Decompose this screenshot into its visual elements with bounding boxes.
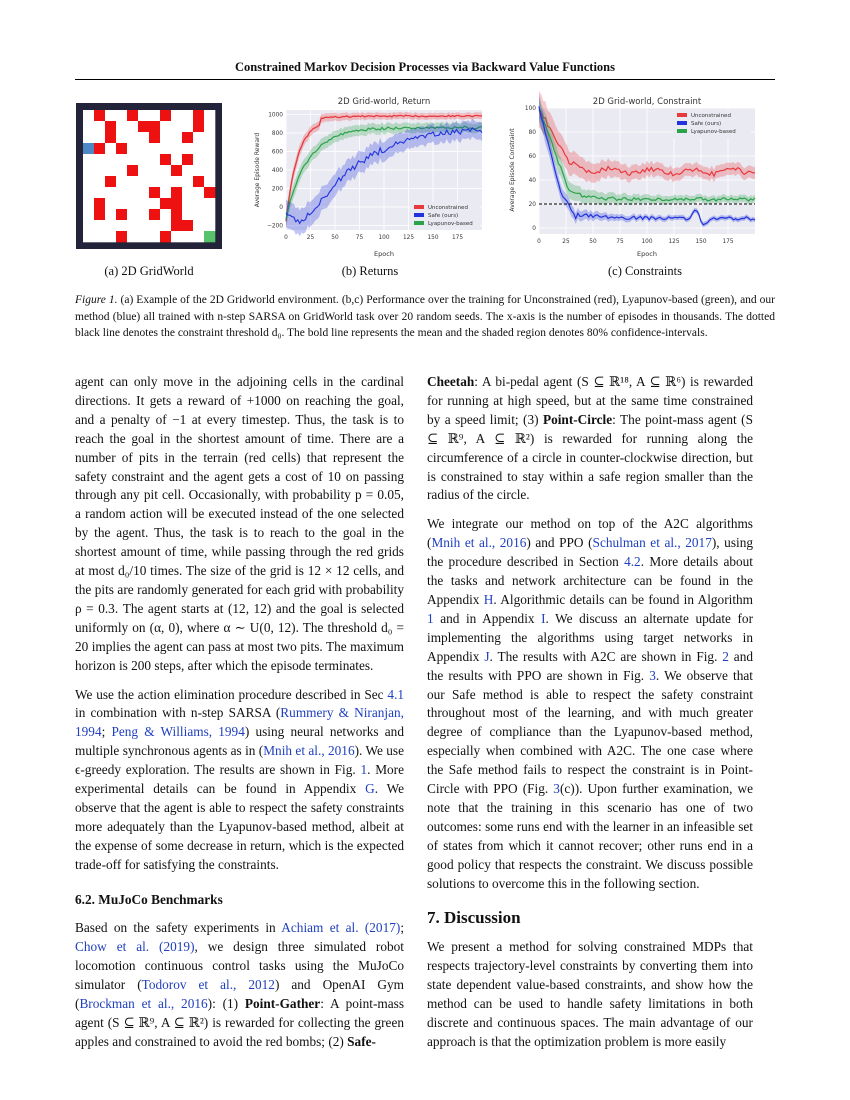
term-point-gather: Point-Gather bbox=[244, 996, 321, 1012]
legend-label-unconstrained: Unconstrained bbox=[428, 205, 468, 211]
grid-cell bbox=[138, 209, 149, 220]
y-tick-label: 60 bbox=[528, 154, 536, 160]
figure-caption bbox=[75, 292, 775, 342]
citation-mnih[interactable]: Mnih et al., 2016 bbox=[263, 743, 355, 759]
grid-cell bbox=[105, 220, 116, 231]
pit-cell bbox=[116, 209, 127, 220]
x-tick-label: 0 bbox=[284, 235, 288, 241]
pit-cell bbox=[138, 121, 149, 132]
link-section-4-2[interactable]: 4.2 bbox=[624, 554, 641, 570]
term-point-circle: Point-Circle bbox=[542, 411, 613, 427]
y-tick-labels bbox=[267, 113, 283, 230]
grid-cell bbox=[105, 209, 116, 220]
grid-cell bbox=[160, 165, 171, 176]
grid-cell bbox=[204, 198, 215, 209]
grid-cell bbox=[116, 198, 127, 209]
pit-cell bbox=[171, 209, 182, 220]
grid-cell bbox=[149, 231, 160, 242]
legend-label-safe: Safe (ours) bbox=[691, 121, 722, 127]
header-rule bbox=[75, 79, 775, 80]
legend bbox=[673, 110, 751, 138]
grid-cell bbox=[149, 143, 160, 154]
grid-cell bbox=[182, 143, 193, 154]
link-figure-3[interactable]: 3 bbox=[649, 667, 656, 683]
grid-cell bbox=[193, 209, 204, 220]
y-tick-label: 800 bbox=[271, 131, 283, 138]
grid-cell bbox=[105, 231, 116, 242]
grid-cell bbox=[204, 220, 215, 231]
left-column bbox=[75, 373, 404, 1062]
grid-cell bbox=[83, 110, 94, 121]
y-tick-label: 400 bbox=[271, 168, 283, 174]
y-tick-label: 0 bbox=[532, 226, 536, 232]
x-axis-label: Epoch bbox=[637, 250, 657, 258]
grid-cell bbox=[204, 110, 215, 121]
grid-cell bbox=[127, 209, 138, 220]
x-tick-label: 0 bbox=[537, 239, 541, 245]
goal-cell bbox=[83, 143, 94, 154]
grid-cell bbox=[160, 176, 171, 187]
grid-cell bbox=[116, 154, 127, 165]
x-tick-label: 175 bbox=[722, 239, 734, 245]
grid-cell bbox=[83, 231, 94, 242]
grid-cell bbox=[160, 132, 171, 143]
x-tick-label: 100 bbox=[378, 235, 390, 241]
grid-cell bbox=[160, 220, 171, 231]
grid-cell bbox=[116, 220, 127, 231]
y-tick-labels bbox=[525, 106, 536, 232]
grid-cell bbox=[160, 143, 171, 154]
pit-cell bbox=[116, 231, 127, 242]
pit-cell bbox=[171, 187, 182, 198]
legend bbox=[410, 202, 480, 228]
grid-cell bbox=[171, 132, 182, 143]
y-tick-label: 0 bbox=[279, 204, 283, 211]
grid-cell bbox=[204, 121, 215, 132]
grid-cell bbox=[127, 220, 138, 231]
grid-cell bbox=[127, 198, 138, 209]
section-heading-mujoco: 6.2. MuJoCo Benchmarks bbox=[75, 891, 223, 907]
pit-cell bbox=[94, 110, 105, 121]
grid-cell bbox=[127, 187, 138, 198]
citation-achiam[interactable]: Achiam et al. (2017) bbox=[281, 920, 401, 936]
grid-cell bbox=[193, 165, 204, 176]
grid-cell bbox=[204, 176, 215, 187]
pit-cell bbox=[105, 132, 116, 143]
paragraph-mujoco: Based on the safety experiments in Achiam et al. (2017); Chow et al. (2019), we design three simulated robot locomotion continuous control tasks using the MuJoCo simulator (Todorov et al., 2012) and OpenAI Gym (Brockman et al., 2016): (1) Point-Gather: A point-mass agent (S ⊆ ℝ⁹, A ⊆ ℝ²) is rewarded for collecting the green apples and constrained to avoid the red bombs; (2) Safe- bbox=[75, 920, 405, 1049]
grid-cell bbox=[182, 209, 193, 220]
x-tick-label: 25 bbox=[562, 239, 570, 245]
grid-cell bbox=[171, 121, 182, 132]
grid-cell bbox=[94, 165, 105, 176]
grid-cell bbox=[204, 165, 215, 176]
legend-label-lyapunov: Lyapunov-based bbox=[428, 221, 473, 227]
grid-cell bbox=[127, 121, 138, 132]
pit-cell bbox=[127, 165, 138, 176]
grid-cell bbox=[105, 187, 116, 198]
x-tick-labels bbox=[284, 235, 463, 241]
grid-cell bbox=[193, 220, 204, 231]
grid-cell bbox=[105, 154, 116, 165]
link-section-4-1[interactable]: 4.1 bbox=[387, 686, 404, 702]
pit-cell bbox=[105, 176, 116, 187]
grid-cell bbox=[83, 187, 94, 198]
pit-cell bbox=[127, 110, 138, 121]
paragraph-discussion: We present a method for solving constrained MDPs that respects trajectory-level constraints by converting them into state dependent value-based constraints, and show how the method can be used to handle safety limitations in both discrete and continuous spaces. The main advantage of our approach is that the optimization problem is more easily bbox=[427, 939, 753, 1049]
subcaption-b: (b) Returns bbox=[341, 264, 399, 278]
y-tick-label: 600 bbox=[271, 149, 283, 156]
paragraph-gridworld-results: We use the action elimination procedure described in Sec 4.1 in combination with n-step SARSA (Rummery & Niranjan, 1994; Peng & Williams, 1994) using neural networks and multiple synchronous agents as in (Mnih et al., 2016). We use ϵ-greedy exploration. The results are shown in Fig. 1. More experimental details can be found in Appendix G. We observe that the agent is able to respect the safety constraints more adequately than the Lyapunov-based method, albeit at the expense of some decrease in return, which is the expected trade-off for satisfying the constraints. bbox=[75, 686, 404, 872]
pit-cell bbox=[182, 132, 193, 143]
pit-cell bbox=[160, 154, 171, 165]
pit-cell bbox=[193, 110, 204, 121]
grid-cell bbox=[149, 220, 160, 231]
grid-cell bbox=[83, 154, 94, 165]
grid-cell bbox=[94, 187, 105, 198]
link-figure-2[interactable]: 2 bbox=[722, 648, 729, 664]
grid-cell bbox=[116, 132, 127, 143]
grid-cell bbox=[83, 132, 94, 143]
x-tick-label: 50 bbox=[331, 235, 339, 241]
pit-cell bbox=[105, 121, 116, 132]
pit-cell bbox=[149, 121, 160, 132]
citation-mnih-2[interactable]: Mnih et al., 2016 bbox=[431, 535, 527, 551]
grid-cell bbox=[149, 198, 160, 209]
grid-cell bbox=[94, 121, 105, 132]
running-header: Constrained Markov Decision Processes via Backward Value Functions bbox=[235, 60, 615, 74]
pit-cell bbox=[94, 143, 105, 154]
pit-cell bbox=[193, 176, 204, 187]
grid-cell bbox=[83, 209, 94, 220]
grid-cell bbox=[94, 231, 105, 242]
citation-peng-williams[interactable]: Peng & Williams, 1994 bbox=[111, 724, 245, 740]
grid-cell bbox=[138, 187, 149, 198]
term-safe-cheetah-start: Safe- bbox=[347, 1033, 376, 1049]
citation-todorov[interactable]: Todorov et al., 2012 bbox=[141, 977, 275, 993]
y-tick-label: 1000 bbox=[268, 112, 283, 119]
grid-cell bbox=[160, 187, 171, 198]
x-tick-label: 75 bbox=[616, 239, 624, 245]
pit-cell bbox=[160, 231, 171, 242]
grid-cell bbox=[193, 132, 204, 143]
grid-cell bbox=[127, 154, 138, 165]
grid-cell bbox=[182, 231, 193, 242]
grid-cell bbox=[105, 165, 116, 176]
grid-cell bbox=[193, 154, 204, 165]
paragraph-gridworld-description: agent can only move in the adjoining cells in the cardinal directions. It gets a reward of +1000 on reaching the goal, and a penalty of −1 at every timestep. Thus, the task is to reach the goal in the shortest amount of time. There are a number of pits in the terrain (red cells) that represent the safety constraint and the agent gets a cost of 10 on passing through any pit cell. Occasionally, with probability p = 0.05, a random action will be executed instead of the one selected by the agent. Thus, the task is to reach to the goal in the shortest amount of time, while passing through the red grids at most d₀/10 times. The size of the grid is 12 × 12 cells, and the pits are randomly generated for each grid with probability ρ = 0.3. The agent starts at (12, 12) and the goal is selected uniformly on (α, 0), where α ∼ U(0, 12). The threshold d₀ = 20 implies the agent can pass at most two pits. The maximum horizon is 200 steps, after which the episode terminates. bbox=[75, 374, 404, 673]
x-tick-label: 75 bbox=[355, 235, 364, 241]
pit-cell bbox=[171, 165, 182, 176]
x-tick-label: 25 bbox=[306, 235, 315, 241]
grid-cells bbox=[83, 110, 215, 242]
pit-cell bbox=[182, 154, 193, 165]
grid-cell bbox=[204, 143, 215, 154]
figure-caption-text: (a) Example of the 2D Gridworld environment. (b,c) Performance over the training for Unconstrained (red), Lyapunov-based (green), and our method (blue) all trained with n-step SARSA on GridWorld task over 20 random seeds. The x-axis is the number of episodes in thousands. The dotted black line denotes the constraint threshold d₀. The bold line represents the mean and the shaded region denotes 80% confidence-intervals. bbox=[75, 294, 776, 339]
section-heading-discussion: 7. Discussion bbox=[427, 908, 521, 928]
pit-cell bbox=[193, 121, 204, 132]
grid-cell bbox=[127, 176, 138, 187]
y-tick-label: 20 bbox=[528, 202, 536, 208]
x-tick-label: 125 bbox=[668, 239, 680, 245]
grid-cell bbox=[171, 143, 182, 154]
link-figure-1[interactable]: 1 bbox=[360, 762, 368, 778]
constraints-chart bbox=[505, 90, 775, 262]
grid-cell bbox=[83, 176, 94, 187]
grid-cell bbox=[83, 198, 94, 209]
legend-swatch-lyapunov bbox=[414, 221, 424, 225]
grid-cell bbox=[94, 220, 105, 231]
subcaption-a: (a) 2D GridWorld bbox=[104, 264, 194, 278]
grid-cell bbox=[182, 198, 193, 209]
link-appendix-g[interactable]: G bbox=[365, 781, 375, 797]
legend-swatch-safe bbox=[414, 213, 424, 217]
pit-cell bbox=[149, 187, 160, 198]
subcaption-c: (c) Constraints bbox=[608, 264, 682, 278]
x-tick-label: 150 bbox=[695, 239, 707, 245]
grid-cell bbox=[182, 176, 193, 187]
y-tick-label: 100 bbox=[524, 106, 536, 112]
link-algorithm-1[interactable]: 1 bbox=[427, 610, 434, 626]
grid-cell bbox=[182, 187, 193, 198]
returns-chart bbox=[250, 90, 490, 262]
grid-cell bbox=[83, 121, 94, 132]
x-tick-label: 150 bbox=[427, 235, 439, 241]
grid-cell bbox=[94, 154, 105, 165]
y-tick-label: 40 bbox=[528, 178, 536, 184]
x-tick-labels bbox=[537, 239, 734, 245]
grid-cell bbox=[182, 165, 193, 176]
term-cheetah: Cheetah bbox=[427, 374, 475, 389]
link-figure-3c[interactable]: 3 bbox=[553, 781, 560, 797]
pit-cell bbox=[116, 143, 127, 154]
pit-cell bbox=[171, 198, 182, 209]
grid-cell bbox=[193, 198, 204, 209]
grid-cell bbox=[116, 187, 127, 198]
y-tick-label: 200 bbox=[271, 186, 283, 193]
legend-label-unconstrained: Unconstrained bbox=[691, 113, 731, 119]
figure-label: Figure 1. bbox=[75, 294, 118, 306]
grid-cell bbox=[138, 154, 149, 165]
grid-cell bbox=[138, 143, 149, 154]
grid-cell bbox=[193, 187, 204, 198]
grid-cell bbox=[193, 143, 204, 154]
grid-cell bbox=[127, 231, 138, 242]
chart-title: 2D Grid-world, Return bbox=[337, 97, 431, 107]
pit-cell bbox=[204, 187, 215, 198]
y-tick-label: 80 bbox=[528, 130, 536, 136]
link-appendix-i[interactable]: I bbox=[541, 610, 546, 626]
grid-cell bbox=[116, 176, 127, 187]
legend-label-lyapunov: Lyapunov-based bbox=[691, 129, 736, 135]
grid-cell bbox=[160, 209, 171, 220]
grid-cell bbox=[127, 132, 138, 143]
grid-cell bbox=[83, 220, 94, 231]
grid-cell bbox=[83, 165, 94, 176]
grid-cell bbox=[138, 110, 149, 121]
pit-cell bbox=[149, 209, 160, 220]
pit-cell bbox=[94, 209, 105, 220]
link-appendix-h[interactable]: H bbox=[483, 591, 494, 607]
x-tick-label: 175 bbox=[451, 235, 464, 241]
x-axis-label: Epoch bbox=[374, 250, 394, 258]
grid-cell bbox=[204, 154, 215, 165]
grid-cell bbox=[138, 132, 149, 143]
grid-cell bbox=[138, 220, 149, 231]
grid-cell bbox=[171, 231, 182, 242]
grid-cell bbox=[171, 154, 182, 165]
grid-cell bbox=[127, 143, 138, 154]
grid-cell bbox=[149, 110, 160, 121]
grid-cell bbox=[116, 121, 127, 132]
paragraph-a2c-ppo: We integrate our method on top of the A2C algorithms (Mnih et al., 2016) and PPO (Schulman et al., 2017), using the procedure described in Section 4.2. More details about the tasks and network architecture can be found in the Appendix H. Algorithmic details can be found in Algorithm 1 and in Appendix I. We discuss an alternate update for implementing the algorithms using target networks in Appendix J. The results with A2C are shown in Fig. 2 and the results with PPO are shown in Fig. 3. We observe that our Safe method is able to respect the safety constraint throughout most of the learning, and with much greater degree of compliance than the Lyapunov-based method, especially when combined with A2C. The one case where the Safe method fails to respect the constraint is in Point-Circle with PPO (Fig. 3(c)). Upon further examination, we note that the training in this scenario has one of two outcomes: some runs end with the learner in an infeasible set of states from which it cannot recover; other runs end in a good policy that respects the constraint. We discuss possible solutions to overcome this in the following section. bbox=[427, 516, 754, 891]
pit-cell bbox=[94, 198, 105, 209]
y-axis-label: Average Episode Reward bbox=[254, 132, 261, 208]
grid-cell bbox=[94, 176, 105, 187]
grid-cell bbox=[204, 132, 215, 143]
grid-cell bbox=[193, 231, 204, 242]
grid-cell bbox=[149, 154, 160, 165]
agent-cell bbox=[204, 231, 215, 242]
grid-cell bbox=[160, 121, 171, 132]
grid-cell bbox=[105, 110, 116, 121]
grid-cell bbox=[138, 176, 149, 187]
grid-cell bbox=[116, 165, 127, 176]
pit-cell bbox=[160, 198, 171, 209]
legend-swatch-unconstrained bbox=[414, 205, 424, 209]
citation-brockman[interactable]: Brockman et al., 2016 bbox=[79, 996, 208, 1012]
grid-cell bbox=[138, 165, 149, 176]
citation-rummery-niranjan[interactable]: Rummery & Niranjan, 1994 bbox=[75, 705, 404, 740]
pit-cell bbox=[149, 132, 160, 143]
x-tick-label: 100 bbox=[641, 239, 653, 245]
grid-cell bbox=[138, 231, 149, 242]
link-appendix-j[interactable]: J bbox=[484, 648, 490, 664]
grid-cell bbox=[149, 176, 160, 187]
grid-cell bbox=[105, 198, 116, 209]
pit-cell bbox=[171, 220, 182, 231]
chart-title: 2D Grid-world, Constraint bbox=[592, 97, 702, 107]
citation-chow[interactable]: Chow et al. (2019) bbox=[75, 939, 195, 955]
y-tick-label: −200 bbox=[267, 223, 283, 230]
paragraph-tasks: Cheetah: A bi-pedal agent (S ⊆ ℝ¹⁸, A ⊆ ℝ⁶) is rewarded for running at high speed, but at the same time constrained by a speed limit; (3) Point-Circle: The point-mass agent (S ⊆ ℝ⁹, A ⊆ ℝ²) is rewarded for running along the circumference of a circle in counter-clockwise direction, but is constrained to stay within a safe region smaller than the radius of the circle. bbox=[427, 374, 753, 503]
citation-schulman[interactable]: Schulman et al., 2017 bbox=[592, 535, 712, 551]
gridworld-figure bbox=[76, 103, 222, 249]
grid-cell bbox=[171, 110, 182, 121]
grid-cell bbox=[149, 165, 160, 176]
grid-cell bbox=[105, 143, 116, 154]
x-tick-label: 50 bbox=[589, 239, 597, 245]
legend-label-safe: Safe (ours) bbox=[428, 213, 459, 219]
legend-swatch-lyapunov bbox=[677, 129, 687, 133]
grid-cell bbox=[182, 110, 193, 121]
grid-cell bbox=[116, 110, 127, 121]
legend-swatch-safe bbox=[677, 121, 687, 125]
pit-cell bbox=[182, 220, 193, 231]
grid-cell bbox=[204, 209, 215, 220]
legend-swatch-unconstrained bbox=[677, 113, 687, 117]
x-tick-label: 125 bbox=[402, 235, 415, 241]
grid-cell bbox=[171, 176, 182, 187]
grid-cell bbox=[94, 132, 105, 143]
grid-cell bbox=[138, 198, 149, 209]
pit-cell bbox=[160, 110, 171, 121]
right-column bbox=[427, 373, 753, 1062]
y-axis-label: Average Episode Constraint bbox=[509, 128, 516, 212]
grid-cell bbox=[182, 121, 193, 132]
